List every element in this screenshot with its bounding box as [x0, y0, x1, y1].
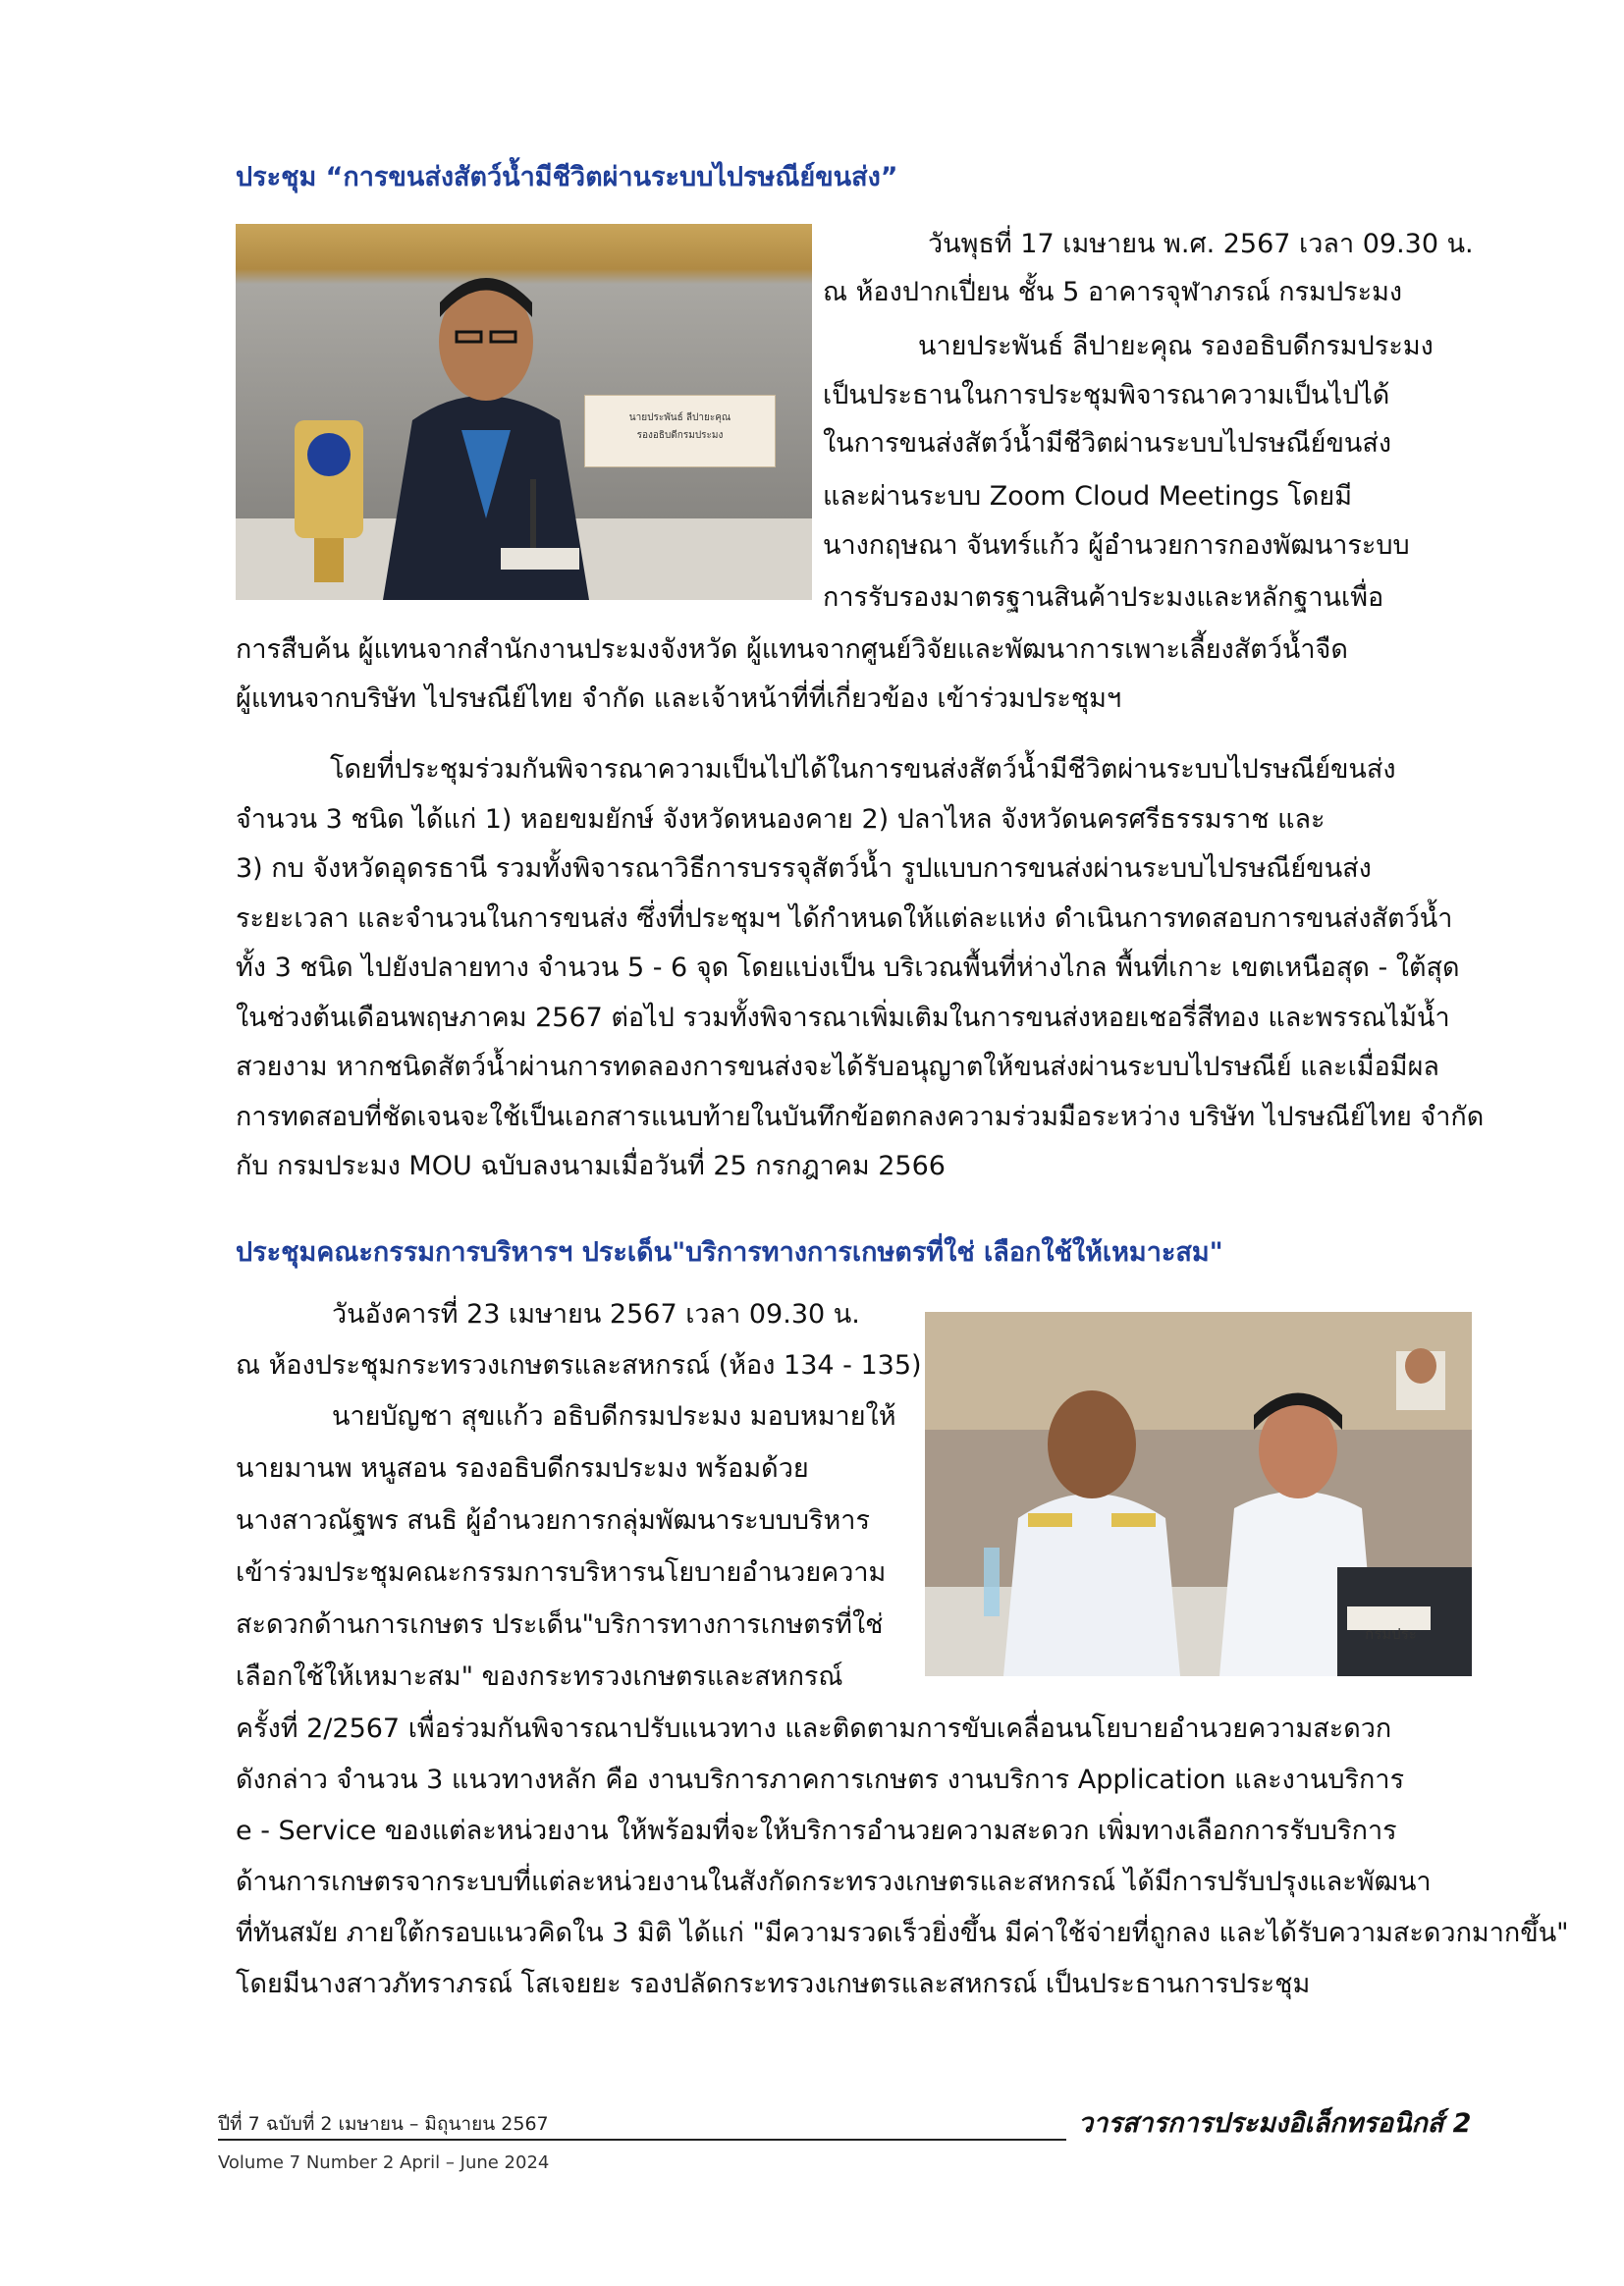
article2-heading: ประชุมคณะกรรมการบริหารฯ ประเด็น"บริการทางการเกษตรที่ใช่ เลือกใช้ให้เหมาะสม"	[236, 1237, 1223, 1268]
article1-paragraph-line: จำนวน 3 ชนิด ได้แก่ 1) หอยขมยักษ์ จังหวัดหนองคาย 2) ปลาไหล จังหวัดนครศรีธรรมราช และ	[236, 804, 1326, 835]
article2-line: e - Service ของแต่ละหน่วยงาน ให้พร้อมที่จะให้บริการอำนวยความสะดวก เพิ่มทางเลือกการรับบริการ	[236, 1816, 1397, 1846]
table-sign: กรมประ	[1365, 1625, 1417, 1643]
footer-journal-title: วารสารการประมงอิเล็กทรอนิกส์ 2	[1078, 2108, 1472, 2139]
article1-line: การสืบค้น ผู้แทนจากสำนักงานประมงจังหวัด ผู้แทนจากศูนย์วิจัยและพัฒนาการเพาะเลี้ยงสัตว์น้ำจืด	[236, 634, 1348, 665]
article1-line: วันพุธที่ 17 เมษายน พ.ศ. 2567 เวลา 09.30 น.	[928, 229, 1474, 259]
article2-line: สะดวกด้านการเกษตร ประเด็น"บริการทางการเกษตรที่ใช่	[236, 1609, 884, 1640]
article1-paragraph-line: สวยงาม หากชนิดสัตว์น้ำผ่านการทดลองการขนส่งจะได้รับอนุญาตให้ขนส่งผ่านระบบไปรษณีย์ และเมื่อมีผล	[236, 1052, 1439, 1082]
article1-line: นายประพันธ์ ลีปายะคุณ รองอธิบดีกรมประมง	[918, 331, 1434, 361]
article2-line: เข้าร่วมประชุมคณะกรรมการบริหารนโยบายอำนวยความ	[236, 1557, 887, 1588]
article1-line: เป็นประธานในการประชุมพิจารณาความเป็นไปได้	[823, 380, 1390, 410]
article1-line: ผู้แทนจากบริษัท ไปรษณีย์ไทย จำกัด และเจ้าหน้าที่ที่เกี่ยวข้อง เข้าร่วมประชุมฯ	[236, 683, 1122, 714]
article2-line: เลือกใช้ให้เหมาะสม" ของกระทรวงเกษตรและสหกรณ์	[236, 1661, 843, 1692]
article2-line: ณ ห้องประชุมกระทรวงเกษตรและสหกรณ์ (ห้อง 134 - 135)	[236, 1350, 922, 1381]
article1-paragraph-line: ในช่วงต้นเดือนพฤษภาคม 2567 ต่อไป รวมทั้งพิจารณาเพิ่มเติมในการขนส่งหอยเชอรี่สีทอง และพรรณไม้น้ำ	[236, 1003, 1450, 1033]
article1-line: ณ ห้องปากเปี่ยน ชั้น 5 อาคารจุฬาภรณ์ กรมประมง	[823, 277, 1403, 307]
article1-line: และผ่านระบบ Zoom Cloud Meetings โดยมี	[823, 481, 1353, 512]
article2-line: ครั้งที่ 2/2567 เพื่อร่วมกันพิจารณาปรับแนวทาง และติดตามการขับเคลื่อนนโยบายอำนวยความสะดวก	[236, 1714, 1392, 1744]
nameplate-line-1: นายประพันธ์ ลีปายะคุณ	[628, 412, 731, 423]
meeting-photo-1	[236, 224, 812, 600]
meeting-photo-2	[925, 1312, 1472, 1676]
article1-paragraph-line: 3) กบ จังหวัดอุดรธานี รวมทั้งพิจารณาวิธีการบรรจุสัตว์น้ำ รูปแบบการขนส่งผ่านระบบไปรษณีย์ขนส่ง	[236, 853, 1372, 884]
article1-paragraph-line: โดยที่ประชุมร่วมกันพิจารณาความเป็นไปได้ในการขนส่งสัตว์น้ำมีชีวิตผ่านระบบไปรษณีย์ขนส่ง	[330, 754, 1396, 785]
nameplate-line-2: รองอธิบดีกรมประมง	[636, 430, 724, 441]
article1-paragraph-line: การทดสอบที่ชัดเจนจะใช้เป็นเอกสารแนบท้ายในบันทึกข้อตกลงความร่วมมือระหว่าง บริษัท ไปรษณีย์ไทย จำกัด	[236, 1102, 1485, 1132]
article2-line: นางสาวณัฐพร สนธิ ผู้อำนวยการกลุ่มพัฒนาระบบบริหาร	[236, 1505, 870, 1536]
article2-line: ดังกล่าว จำนวน 3 แนวทางหลัก คือ งานบริการภาคการเกษตร งานบริการ Application และงานบริการ	[236, 1765, 1405, 1795]
article2-line: ที่ทันสมัย ภายใต้กรอบแนวคิดใน 3 มิติ ได้แก่ "มีความรวดเร็วยิ่งขึ้น มีค่าใช้จ่ายที่ถูกลง และได้รับความสะดวกมากขึ้น"	[236, 1918, 1569, 1948]
article2-line: โดยมีนางสาวภัทราภรณ์ โสเจยยะ รองปลัดกระทรวงเกษตรและสหกรณ์ เป็นประธานการประชุม	[236, 1969, 1311, 1999]
article2-line: นายบัญชา สุขแก้ว อธิบดีกรมประมง มอบหมายให้	[332, 1401, 896, 1432]
article2-line: วันอังคารที่ 23 เมษายน 2567 เวลา 09.30 น.	[332, 1299, 860, 1330]
article1-paragraph-line: ทั้ง 3 ชนิด ไปยังปลายทาง จำนวน 5 - 6 จุด โดยแบ่งเป็น บริเวณพื้นที่ห่างไกล พื้นที่เกาะ เขตเหนือสุด - ใต้สุด	[236, 952, 1460, 983]
article2-line: ด้านการเกษตรจากระบบที่แต่ละหน่วยงานในสังกัดกระทรวงเกษตรและสหกรณ์ ได้มีการปรับปรุงและพัฒนา	[236, 1867, 1432, 1897]
footer-issue: ปีที่ 7 ฉบับที่ 2 เมษายน – มิถุนายน 2567	[218, 2113, 549, 2135]
article2-line: นายมานพ หนูสอน รองอธิบดีกรมประมง พร้อมด้วย	[236, 1453, 809, 1484]
article1-paragraph-line: กับ กรมประมง MOU ฉบับลงนามเมื่อวันที่ 25 กรกฎาคม 2566	[236, 1151, 946, 1181]
article1-line: การรับรองมาตรฐานสินค้าประมงและหลักฐานเพื่อ	[823, 582, 1384, 613]
article1-line: ในการขนส่งสัตว์น้ำมีชีวิตผ่านระบบไปรษณีย์ขนส่ง	[823, 428, 1392, 459]
article1-paragraph-line: ระยะเวลา และจำนวนในการขนส่ง ซึ่งที่ประชุมฯ ได้กำหนดให้แต่ละแห่ง ดำเนินการทดสอบการขนส่งสัตว์น้ำ	[236, 903, 1453, 934]
footer-volume: Volume 7 Number 2 April – June 2024	[218, 2152, 550, 2173]
nameplate	[584, 395, 776, 467]
article1-line: นางกฤษณา จันทร์แก้ว ผู้อำนวยการกองพัฒนาระบบ	[823, 530, 1410, 561]
article1-heading: ประชุม “การขนส่งสัตว์น้ำมีชีวิตผ่านระบบไปรษณีย์ขนส่ง”	[236, 162, 898, 192]
footer-divider	[218, 2139, 1066, 2141]
